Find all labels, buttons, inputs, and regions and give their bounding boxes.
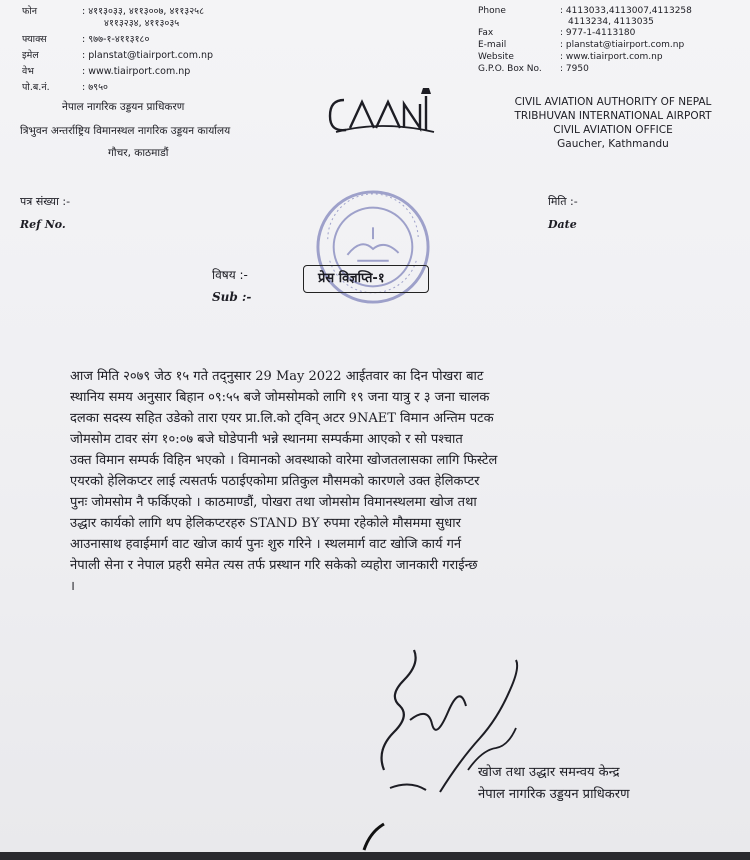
date-label-en: Date [548, 218, 577, 231]
contact-pobox-np: पो.ब.नं. : ७९५० [22, 82, 108, 93]
body-line: दलका सदस्य सहित उडेको तारा एयर प्रा.लि.को ट्विन् अटर 9NAET विमान अन्तिम पटक [70, 411, 494, 426]
contact-phone-np: फोन : ४११३०३३, ४११३००७, ४११३२५८ [22, 6, 205, 17]
signature-block [478, 762, 630, 806]
body-line: आज मिति २०७९ जेठ १५ गते तद्नुसार 29 May 2022 आईतवार का दिन पोखरा बाट [70, 369, 484, 384]
body-line: एयरको हेलिकप्टर लाई त्यसतर्फ पठाईएकोमा प्रतिकुल मौसमको कारणले उक्त हेलिकप्टर [70, 474, 480, 489]
org-name-np-2: त्रिभुवन अन्तर्राष्ट्रिय विमानस्थल नागरिक उड्डयन कार्यालय [20, 125, 231, 137]
contact-email-en: E-mail : planstat@tiairport.com.np [478, 40, 685, 50]
caan-logo [322, 84, 442, 136]
contact-web-np: वेभ : www.tiairport.com.np [22, 66, 191, 77]
contact-pobox-en: G.P.O. Box No. : 7950 [478, 64, 589, 74]
body-line: स्थानिय समय अनुसार बिहान ०९:५५ बजे जोमसोमको लागि १९ जना यात्रु र ३ जना चालक [70, 390, 490, 405]
subject-value: प्रेस विज्ञप्ति-१ [318, 271, 385, 286]
signature-org-line-1: खोज तथा उद्धार समन्वय केन्द्र [478, 765, 620, 780]
date-label-np: मिति :- [548, 195, 578, 208]
org-name-en-1: CIVIL AVIATION AUTHORITY OF NEPAL [514, 96, 712, 108]
org-name-en-4: Gaucher, Kathmandu [557, 138, 669, 150]
body-line: जोमसोम टावर संग १०:०७ बजे घोडेपानी भन्ने स्थानमा सम्पर्कमा आएको र सो पश्चात [70, 432, 463, 447]
bottom-edge [0, 852, 750, 860]
subject-label-en: Sub :- [212, 290, 252, 304]
org-name-en-2: TRIBHUVAN INTERNATIONAL AIRPORT [514, 110, 712, 122]
pen-mark [360, 822, 390, 852]
contact-phone-en-2: 4113234, 4113035 [568, 17, 654, 27]
body-line: नेपाली सेना र नेपाल प्रहरी समेत त्यस तर्फ प्रस्थान गरि सकेको व्यहोरा जानकारी गराईन्छ [70, 558, 478, 573]
contact-phone-en: Phone : 4113033,4113007,4113258 [478, 6, 692, 16]
body-line: उक्त विमान सम्पर्क विहिन भएको । विमानको अवस्थाको वारेमा खोजतलासका लागि फिस्टेल [70, 453, 498, 468]
contact-fax-en: Fax : 977-1-4113180 [478, 28, 636, 38]
contact-web-en: Website : www.tiairport.com.np [478, 52, 663, 62]
subject-label-np: विषय :- [212, 268, 248, 282]
org-name-np-1: नेपाल नागरिक उड्डयन प्राधिकरण [62, 101, 185, 113]
signature-org-line-2: नेपाल नागरिक उड्डयन प्राधिकरण [478, 787, 630, 802]
ref-label-en: Ref No. [20, 218, 66, 231]
body-line: । [70, 579, 75, 594]
press-release-body [70, 366, 710, 597]
org-name-en-3: CIVIL AVIATION OFFICE [553, 124, 673, 136]
ref-label-np: पत्र संख्या :- [20, 195, 71, 208]
org-name-np-3: गौचर, काठमाडौं [108, 147, 169, 159]
contact-fax-np: फ्याक्स : ९७७-१-४११३१८० [22, 34, 150, 45]
body-line: पुनः जोमसोम नै फर्किएको । काठमाण्डौं, पोखरा तथा जोमसोम विमानस्थलमा खोज तथा [70, 495, 477, 510]
body-line: उद्धार कार्यको लागि थप हेलिकप्टरहरु STAND BY रुपमा रहेकोले मौसममा सुधार [70, 516, 461, 531]
body-line: आउनासाथ हवाईमार्ग वाट खोज कार्य पुनः शुरु गरिने । स्थलमार्ग वाट खोजि कार्य गर्न [70, 537, 462, 552]
contact-email-np: इमेल : planstat@tiairport.com.np [22, 50, 214, 61]
contact-phone-np-2: ४११३२३४, ४११३०३५ [104, 18, 180, 29]
